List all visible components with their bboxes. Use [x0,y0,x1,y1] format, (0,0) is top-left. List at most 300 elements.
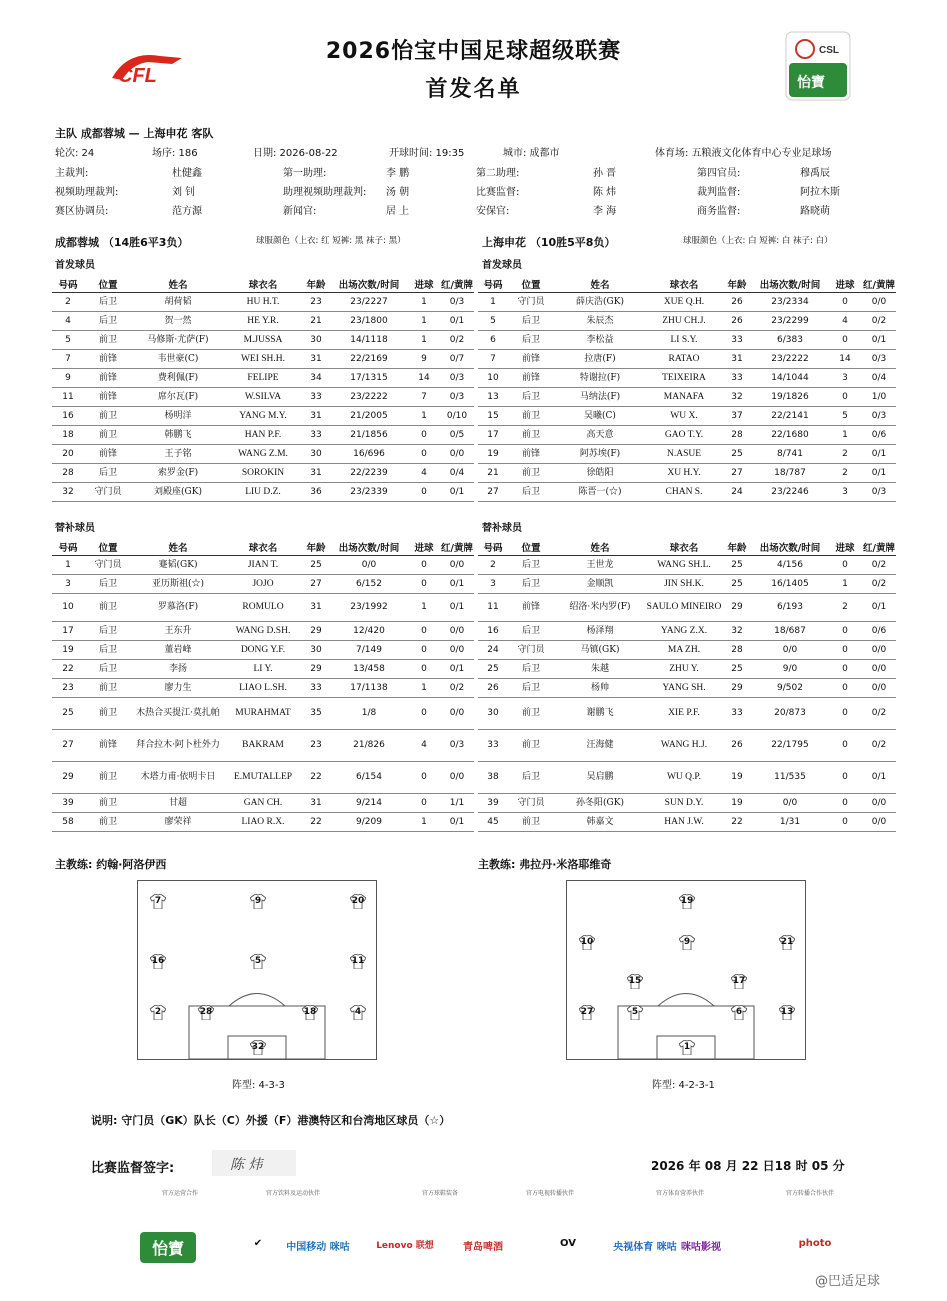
appearances: 22/2169 [330,350,408,369]
player-position: 前锋 [84,730,132,762]
away-starters-table [478,276,896,502]
column-header: 出场次数/时间 [330,276,408,293]
player-number: 18 [52,426,84,445]
cards: 0/0 [862,641,896,660]
cards: 0/7 [440,350,474,369]
shirt-name: M.JUSSA [224,331,302,350]
player-position: 前卫 [84,813,132,832]
appearances: 21/1856 [330,426,408,445]
player-age: 35 [302,698,330,730]
goals: 1 [408,813,440,832]
cards: 0/5 [440,426,474,445]
cards: 0/0 [862,813,896,832]
table-row [478,369,896,388]
cards: 0/1 [862,762,896,794]
appearances: 23/2246 [752,483,828,502]
goals: 0 [828,679,862,698]
column-header: 红/黄牌 [440,276,474,293]
cards: 0/0 [440,556,474,575]
away-formation-pitch [566,880,806,1060]
player-age: 29 [302,660,330,679]
appearances: 17/1138 [330,679,408,698]
sponsor-logo: 青岛啤酒 [463,1242,503,1253]
player-position: 前卫 [508,426,554,445]
player-number: 1 [52,556,84,575]
player-shirt-icon [579,935,595,950]
home-away-line: 主队 成都蓉城 — 上海申花 客队 [55,127,214,140]
player-number: 21 [478,464,508,483]
cards: 0/6 [862,622,896,641]
player-number: 19 [478,445,508,464]
table-row [52,594,474,622]
player-position: 前锋 [84,369,132,388]
player-shirt-icon [731,974,747,989]
player-position: 后卫 [84,622,132,641]
player-position: 后卫 [508,679,554,698]
appearances: 21/826 [330,730,408,762]
shirt-name: ZHU CH.J. [646,312,722,331]
player-name: 罗慕洛(F) [132,594,224,622]
appearances: 1/8 [330,698,408,730]
stadium: 体育场: 五粮液文化体育中心专业足球场 [655,148,832,159]
table-row [478,622,896,641]
player-shirt-icon [779,1005,795,1020]
sponsor-logo: 央视体育 咪咕 [613,1242,677,1253]
table-row [478,698,896,730]
player-position: 前锋 [508,369,554,388]
sponsor-category-label: 官方饮料及运动伙伴 [265,1190,320,1197]
player-name: 绍洛·米内罗(F) [554,594,646,622]
goals: 0 [828,622,862,641]
shirt-name: E.MUTALLEP [224,762,302,794]
shirt-name: DONG Y.F. [224,641,302,660]
player-shirt-icon [150,1005,166,1020]
appearances: 17/1315 [330,369,408,388]
player-shirt-icon [350,1005,366,1020]
cards: 0/0 [862,660,896,679]
kickoff-time: 开球时间: 19:35 [389,148,465,159]
goals: 0 [408,698,440,730]
player-name: 谢鹏飞 [554,698,646,730]
goals: 1 [828,575,862,594]
player-name: 马修斯·尤萨(F) [132,331,224,350]
cards: 0/3 [440,369,474,388]
shirt-name: LI Y. [224,660,302,679]
player-number: 10 [52,594,84,622]
shirt-name: WANG D.SH. [224,622,302,641]
player-name: 杨明洋 [132,407,224,426]
appearances: 23/2339 [330,483,408,502]
player-age: 29 [722,679,752,698]
player-name: 廖荣祥 [132,813,224,832]
player-shirt-icon [250,1040,266,1055]
column-header: 球衣名 [224,276,302,293]
player-name: 孙冬阳(GK) [554,794,646,813]
player-name: 汪海健 [554,730,646,762]
table-row [52,426,474,445]
player-name: 朱越 [554,660,646,679]
shirt-number: 4 [354,1007,362,1017]
column-header: 位置 [84,276,132,293]
player-number: 15 [478,407,508,426]
shirt-number: 2 [154,1007,162,1017]
page-title: 2026怡宝中国足球超级联赛 [325,39,622,64]
table-row [52,445,474,464]
shirt-number: 5 [631,1007,639,1017]
match-date: 日期: 2026-08-22 [253,148,338,159]
goals: 0 [828,813,862,832]
shirt-number: 5 [254,956,262,966]
player-number: 7 [52,350,84,369]
cards: 0/0 [440,641,474,660]
shirt-name: SUN D.Y. [646,794,722,813]
shirt-number: 6 [735,1007,743,1017]
away-kit-colors: 球服颜色（上衣: 白 短裤: 白 袜子: 白） [683,236,833,246]
cards: 0/1 [440,483,474,502]
table-row [52,483,474,502]
player-position: 后卫 [84,575,132,594]
player-position: 前卫 [84,794,132,813]
player-position: 守门员 [508,641,554,660]
shirt-number: 18 [303,1007,317,1017]
goals: 0 [828,293,862,312]
column-header: 年龄 [302,539,330,556]
column-header: 位置 [84,539,132,556]
goals: 2 [828,445,862,464]
player-name: 李松益 [554,331,646,350]
svg-text:CSL: CSL [819,45,839,56]
official-role-label: 第四官员: [697,168,741,179]
player-number: 2 [478,556,508,575]
goals: 0 [408,556,440,575]
player-number: 32 [52,483,84,502]
appearances: 9/209 [330,813,408,832]
appearances: 20/873 [752,698,828,730]
player-number: 26 [478,679,508,698]
player-name: 金顺凯 [554,575,646,594]
goals: 0 [408,445,440,464]
appearances: 9/502 [752,679,828,698]
goals: 3 [828,369,862,388]
player-name: 亚历斯祖(☆) [132,575,224,594]
player-number: 38 [478,762,508,794]
cards: 0/4 [440,464,474,483]
player-position: 后卫 [84,641,132,660]
player-shirt-icon [679,1040,695,1055]
column-header: 号码 [52,276,84,293]
player-number: 24 [478,641,508,660]
player-position: 后卫 [508,388,554,407]
player-number: 45 [478,813,508,832]
home-starters-table [52,276,474,502]
home-formation: 阵型: 4-3-3 [232,1080,285,1091]
appearances: 22/2239 [330,464,408,483]
appearances: 6/152 [330,575,408,594]
shirt-name: GAO T.Y. [646,426,722,445]
player-name: 李扬 [132,660,224,679]
goals: 0 [828,730,862,762]
sponsor-category-label: 官方运营合作 [161,1190,198,1197]
shirt-number: 32 [251,1042,265,1052]
goals: 4 [408,464,440,483]
player-position: 前锋 [84,445,132,464]
shirt-name: SAULO MINEIRO [646,594,722,622]
player-name: 王东升 [132,622,224,641]
player-age: 19 [722,794,752,813]
player-age: 31 [302,594,330,622]
away-subs-table [478,539,896,832]
player-age: 22 [302,762,330,794]
player-age: 19 [722,762,752,794]
cards: 0/0 [862,293,896,312]
player-name: 拜合拉木·阿卜杜外力 [132,730,224,762]
shirt-name: YANG Z.X. [646,622,722,641]
shirt-number: 27 [580,1007,594,1017]
shirt-number: 28 [199,1007,213,1017]
player-number: 22 [52,660,84,679]
appearances: 0/0 [752,641,828,660]
cards: 0/0 [440,445,474,464]
player-number: 5 [52,331,84,350]
cards: 0/2 [862,730,896,762]
shirt-name: JIN SH.K. [646,575,722,594]
player-name: 蹇韬(GK) [132,556,224,575]
player-number: 25 [52,698,84,730]
player-name: 拉唐(F) [554,350,646,369]
cards: 0/3 [862,407,896,426]
column-header: 姓名 [132,539,224,556]
shirt-name: MURAHMAT [224,698,302,730]
cards: 0/2 [862,575,896,594]
shirt-name: JIAN T. [224,556,302,575]
player-name: 朱辰杰 [554,312,646,331]
goals: 0 [828,762,862,794]
goals: 0 [408,426,440,445]
table-row [478,426,896,445]
shirt-name: XIE P.F. [646,698,722,730]
goals: 0 [828,641,862,660]
shirt-name: RATAO [646,350,722,369]
player-age: 31 [302,794,330,813]
player-age: 25 [722,575,752,594]
cards: 0/1 [440,594,474,622]
player-number: 3 [52,575,84,594]
player-name: 吴曦(C) [554,407,646,426]
table-row [478,293,896,312]
player-name: 高天意 [554,426,646,445]
column-header: 年龄 [722,539,752,556]
player-shirt-icon [350,954,366,969]
shirt-name: HAN J.W. [646,813,722,832]
player-number: 20 [52,445,84,464]
cards: 0/1 [862,594,896,622]
goals: 1 [828,426,862,445]
player-position: 前卫 [508,730,554,762]
goals: 9 [408,350,440,369]
player-age: 23 [302,730,330,762]
player-position: 后卫 [508,556,554,575]
shirt-name: WANG SH.L. [646,556,722,575]
table-row [478,556,896,575]
goals: 0 [828,698,862,730]
cards: 0/1 [440,660,474,679]
table-row [52,331,474,350]
appearances: 23/1992 [330,594,408,622]
shirt-number: 20 [351,896,365,906]
player-age: 22 [302,813,330,832]
column-header: 进球 [828,539,862,556]
shirt-name: LIAO L.SH. [224,679,302,698]
home-subs-label: 替补球员 [55,523,95,534]
table-row [52,794,474,813]
player-number: 7 [478,350,508,369]
player-shirt-icon [250,954,266,969]
table-row [478,660,896,679]
player-shirt-icon [627,1005,643,1020]
goals: 1 [408,312,440,331]
player-position: 前卫 [84,426,132,445]
table-row [478,312,896,331]
player-number: 13 [478,388,508,407]
shirt-number: 17 [732,976,746,986]
goals: 1 [408,594,440,622]
appearances: 1/31 [752,813,828,832]
player-age: 26 [722,730,752,762]
official-role-label: 第一助理: [283,168,327,179]
cards: 0/1 [862,464,896,483]
cards: 0/10 [440,407,474,426]
shirt-name: WU Q.P. [646,762,722,794]
player-number: 11 [52,388,84,407]
appearances: 14/1044 [752,369,828,388]
shirt-name: W.SILVA [224,388,302,407]
away-subs-label: 替补球员 [482,523,522,534]
column-header: 球衣名 [646,276,722,293]
table-row [478,762,896,794]
appearances: 8/741 [752,445,828,464]
sponsor-logo: ✔ [253,1238,263,1249]
player-age: 25 [722,660,752,679]
player-position: 后卫 [508,762,554,794]
official-role-label: 第二助理: [476,168,520,179]
player-position: 前锋 [84,388,132,407]
legend-note: 说明: 守门员（GK）队长（C）外援（F）港澳特区和台湾地区球员（☆） [91,1114,451,1127]
player-shirt-icon [779,935,795,950]
player-shirt-icon [150,894,166,909]
table-row [478,483,896,502]
appearances: 16/1405 [752,575,828,594]
signature-label: 比赛监督签字: [91,1161,175,1176]
appearances: 9/0 [752,660,828,679]
player-position: 后卫 [84,660,132,679]
away-team-name: 上海申花 （10胜5平8负） [482,236,616,249]
player-age: 25 [302,556,330,575]
goals: 2 [828,464,862,483]
player-name: 阿苏埃(F) [554,445,646,464]
shirt-number: 13 [780,1007,794,1017]
shirt-number: 9 [254,896,262,906]
official-name: 范方源 [172,206,202,217]
player-name: 马镇(GK) [554,641,646,660]
player-number: 3 [478,575,508,594]
player-number: 28 [52,464,84,483]
player-position: 后卫 [508,660,554,679]
player-name: 吴启鹏 [554,762,646,794]
official-name: 李 海 [593,206,617,217]
player-number: 6 [478,331,508,350]
player-name: 索罗金(F) [132,464,224,483]
column-header: 姓名 [554,276,646,293]
goals: 0 [408,483,440,502]
player-name: 廖力生 [132,679,224,698]
goals: 0 [408,794,440,813]
goals: 4 [408,730,440,762]
home-kit-colors: 球服颜色（上衣: 红 短裤: 黑 袜子: 黑） [256,236,406,246]
player-age: 25 [722,556,752,575]
table-row [478,331,896,350]
player-number: 33 [478,730,508,762]
player-number: 30 [478,698,508,730]
player-number: 16 [478,622,508,641]
shirt-name: LIAO R.X. [224,813,302,832]
table-row [52,369,474,388]
cards: 0/0 [440,762,474,794]
player-age: 28 [722,641,752,660]
cards: 0/2 [862,312,896,331]
table-row [478,679,896,698]
column-header: 年龄 [302,276,330,293]
table-row [52,660,474,679]
cards: 0/3 [862,483,896,502]
shirt-number: 15 [628,976,642,986]
goals: 1 [408,331,440,350]
shirt-name: XU H.Y. [646,464,722,483]
player-number: 2 [52,293,84,312]
away-formation: 阵型: 4-2-3-1 [652,1080,715,1091]
sponsor-category-label: 官方电视转播伙伴 [525,1190,574,1197]
player-shirt-icon [731,1005,747,1020]
shirt-name: ZHU Y. [646,660,722,679]
goals: 0 [828,388,862,407]
table-row [478,813,896,832]
sponsor-logo: 中国移动 咪咕 [286,1242,350,1253]
player-number: 25 [478,660,508,679]
appearances: 7/149 [330,641,408,660]
table-row [52,407,474,426]
shirt-name: LI S.Y. [646,331,722,350]
player-number: 23 [52,679,84,698]
sponsor-category-label: 官方体育营养伙伴 [655,1190,704,1197]
player-age: 27 [302,575,330,594]
player-position: 后卫 [84,293,132,312]
goals: 0 [408,641,440,660]
column-header: 红/黄牌 [862,539,896,556]
table-row [52,641,474,660]
cards: 0/1 [862,445,896,464]
cards: 0/0 [440,698,474,730]
player-position: 前卫 [84,698,132,730]
player-shirt-icon [150,954,166,969]
player-shirt-icon [627,974,643,989]
shirt-number: 21 [780,937,794,947]
player-number: 9 [52,369,84,388]
shirt-number: 19 [680,896,694,906]
shirt-name: XUE Q.H. [646,293,722,312]
player-number: 11 [478,594,508,622]
table-row [52,293,474,312]
column-header: 出场次数/时间 [752,276,828,293]
goals: 5 [828,407,862,426]
